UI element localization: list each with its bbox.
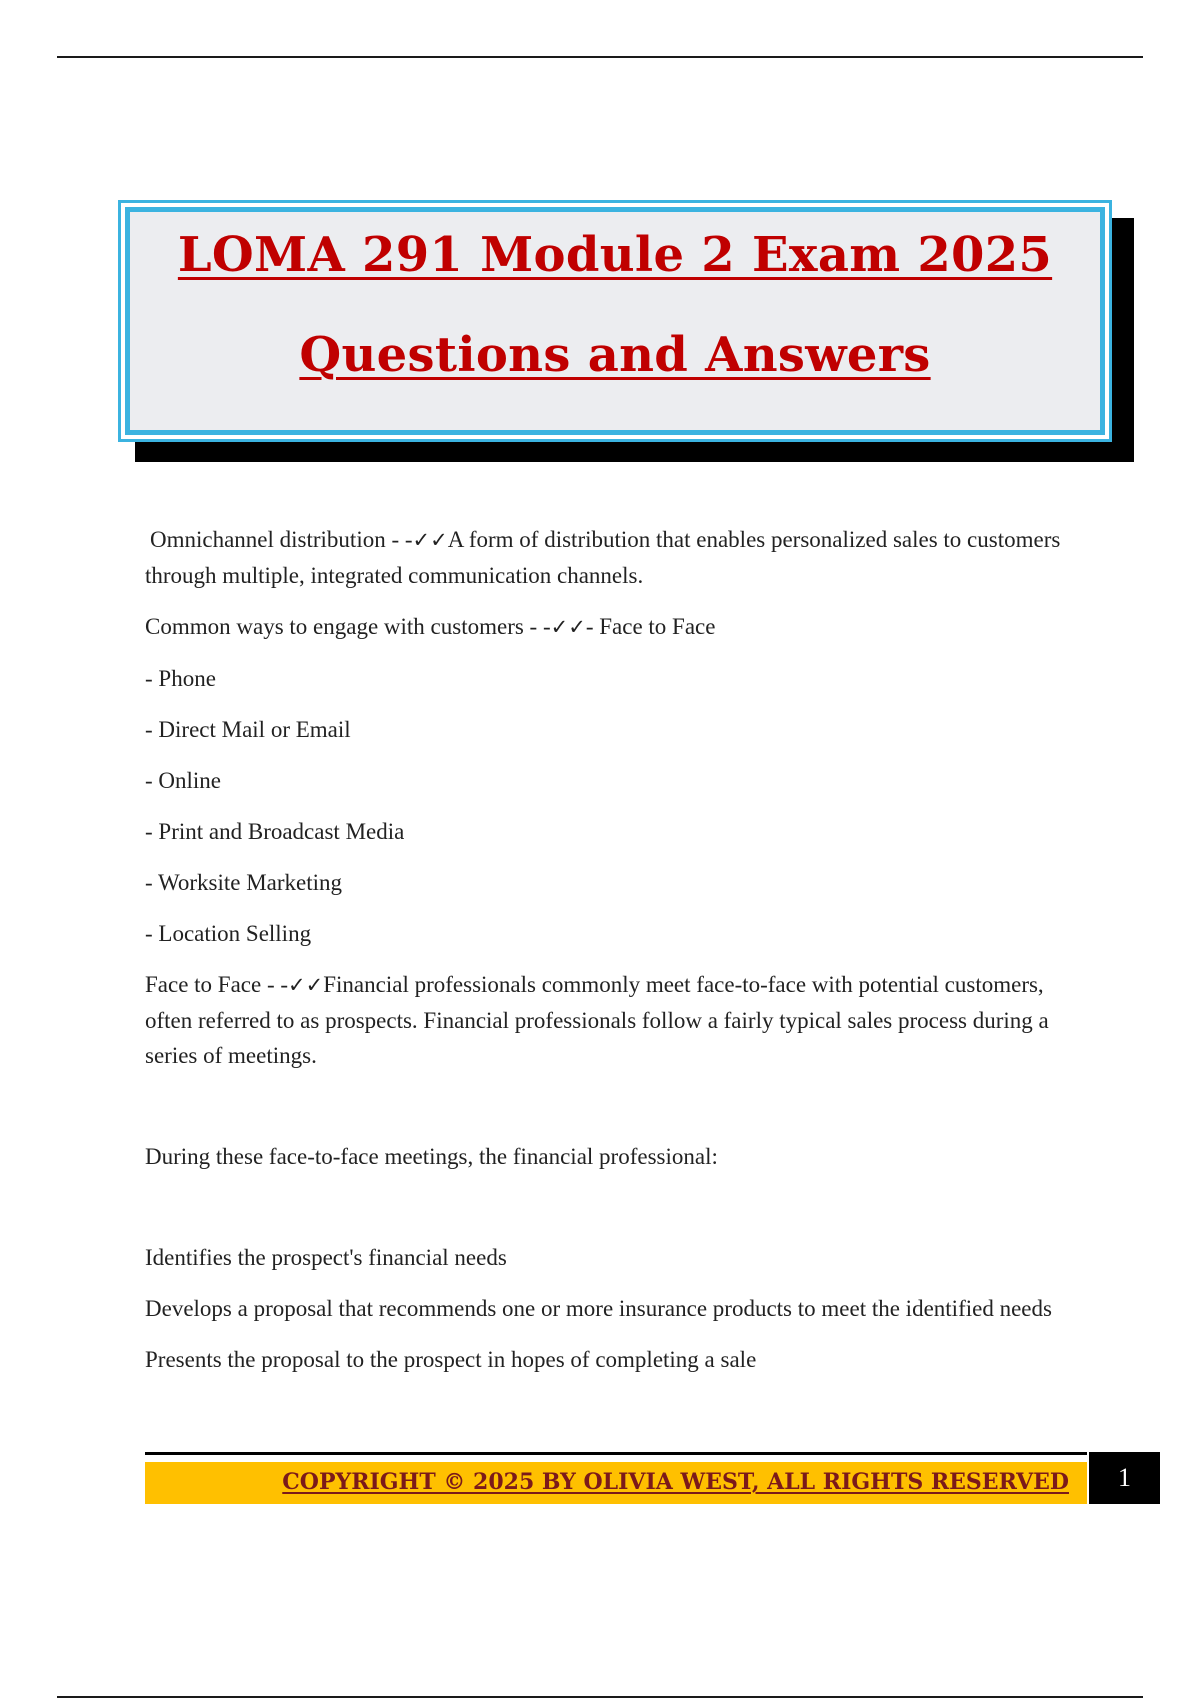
spacer [145,1190,1085,1240]
paragraph-omnichannel [145,522,1085,593]
paragraph-engage [145,609,1085,645]
footer-rule [145,1452,1087,1455]
copyright-notice: COPYRIGHT © 2025 BY OLIVIA WEST, ALL RIGHTS RESERVED [282,1469,1069,1495]
title-box [118,200,1112,442]
document-title-line-2 [121,327,1109,383]
top-rule [57,56,1143,58]
checkmark-icon: ✓✓ [288,973,324,997]
step-item: Identifies the prospect's financial needs [145,1245,507,1270]
definition-engage: - Face to Face [585,614,716,639]
document-body [145,522,1085,1393]
footer-bar [145,1462,1087,1504]
list-item: - Online [145,768,222,793]
list-item: - Phone [145,666,216,691]
paragraph-meetings: During these face-to-face meetings, the financial professional: [145,1144,718,1169]
list-item: - Direct Mail or Email [145,717,351,742]
list-item: - Print and Broadcast Media [145,819,405,844]
checkmark-icon: ✓✓ [550,615,586,639]
list-item: - Worksite Marketing [145,870,343,895]
paragraph-face-to-face [145,967,1085,1073]
term-engage: Common ways to engage with customers - - [145,614,551,639]
definition-face-to-face: Financial professionals commonly meet face-to-face with potential customers, often referred to as prospects. Financial professionals follow a fairly typical sales process during a series of meetings. [145,972,1049,1068]
bottom-rule [57,1696,1143,1698]
term-omnichannel: Omnichannel distribution - - [150,527,413,552]
spacer [145,1089,1085,1139]
step-item: Develops a proposal that recommends one or more insurance products to meet the identified needs [145,1296,1052,1321]
step-item: Presents the proposal to the prospect in hopes of completing a sale [145,1347,757,1372]
page-number: 1 [1089,1452,1160,1504]
term-face-to-face: Face to Face - - [145,972,289,997]
title-text-2: Questions and Answers [299,327,931,383]
definition-omnichannel: A form of distribution that enables personalized sales to customers through multiple, integrated communication channels. [145,527,1061,588]
document-title-line-1 [121,227,1109,283]
list-item: - Location Selling [145,921,312,946]
title-text-1: LOMA 291 Module 2 Exam 2025 [177,227,1053,283]
checkmark-icon: ✓✓ [412,528,448,552]
